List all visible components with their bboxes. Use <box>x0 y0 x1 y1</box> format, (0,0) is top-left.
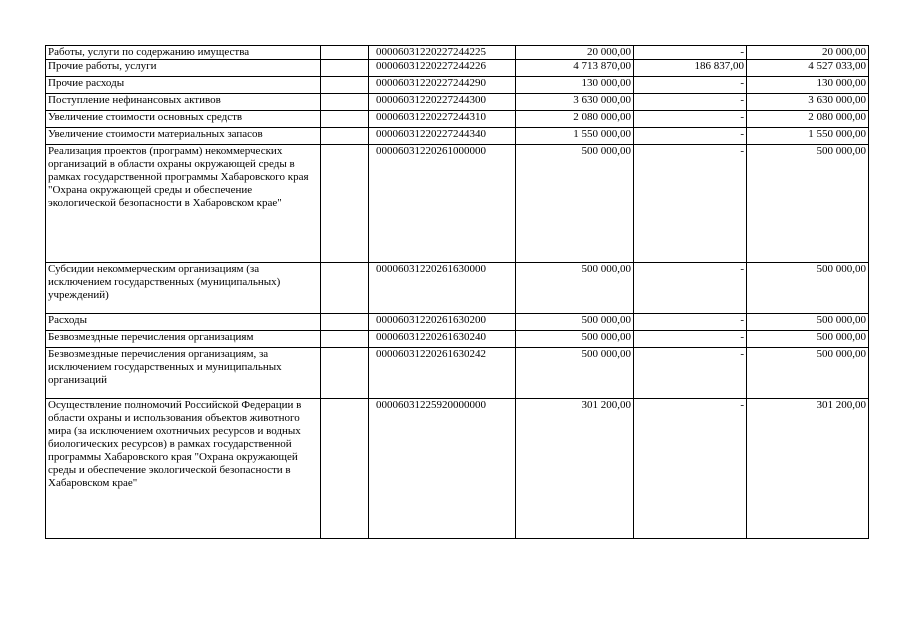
table-row <box>46 263 869 314</box>
table-row <box>46 46 869 60</box>
row-line-code <box>321 111 369 128</box>
row-approved: 130 000,00 <box>516 77 634 94</box>
row-executed: - <box>634 128 747 145</box>
table-row <box>46 348 869 399</box>
row-budget-code: 00006031220261630240 <box>369 331 516 348</box>
row-line-code <box>321 399 369 539</box>
row-approved: 301 200,00 <box>516 399 634 539</box>
table-row <box>46 399 869 539</box>
row-name: Субсидии некоммерческим организациям (за исключением государственных (муниципальных) учреждений) <box>46 263 321 314</box>
row-unexecuted: 500 000,00 <box>747 263 869 314</box>
row-line-code <box>321 77 369 94</box>
row-executed: - <box>634 94 747 111</box>
row-approved: 2 080 000,00 <box>516 111 634 128</box>
table-row <box>46 314 869 331</box>
row-approved: 500 000,00 <box>516 348 634 399</box>
row-approved: 500 000,00 <box>516 145 634 263</box>
budget-execution-table <box>45 45 869 539</box>
row-unexecuted: 500 000,00 <box>747 331 869 348</box>
row-approved: 500 000,00 <box>516 314 634 331</box>
table-row <box>46 94 869 111</box>
row-unexecuted: 20 000,00 <box>747 46 869 60</box>
table-row <box>46 77 869 94</box>
table-row <box>46 111 869 128</box>
row-budget-code: 00006031220227244340 <box>369 128 516 145</box>
table-row <box>46 128 869 145</box>
row-budget-code: 00006031220261000000 <box>369 145 516 263</box>
row-name: Безвозмездные перечисления организациям <box>46 331 321 348</box>
row-line-code <box>321 60 369 77</box>
row-budget-code: 00006031225920000000 <box>369 399 516 539</box>
row-name: Работы, услуги по содержанию имущества <box>46 46 321 60</box>
row-line-code <box>321 314 369 331</box>
row-name: Расходы <box>46 314 321 331</box>
row-executed: 186 837,00 <box>634 60 747 77</box>
row-line-code <box>321 46 369 60</box>
row-name: Реализация проектов (программ) некоммерческих организаций в области охраны окружающей среды в рамках государственной программы Хабаровского края "Охрана окружающей среды и обеспечение экологической безопасности в Хабаровском крае" <box>46 145 321 263</box>
row-executed: - <box>634 145 747 263</box>
row-unexecuted: 500 000,00 <box>747 314 869 331</box>
row-line-code <box>321 263 369 314</box>
row-budget-code: 00006031220227244300 <box>369 94 516 111</box>
row-budget-code: 00006031220261630242 <box>369 348 516 399</box>
row-executed: - <box>634 46 747 60</box>
row-executed: - <box>634 314 747 331</box>
row-name: Осуществление полномочий Российской Федерации в области охраны и использования объектов животного мира (за исключением охотничьих ресурсов и водных биологических ресурсов) в рамках государственной программы Хабаровского края "Охрана окружающей среды и обеспечение экологической безопасности в Хабаровском крае" <box>46 399 321 539</box>
row-budget-code: 00006031220261630000 <box>369 263 516 314</box>
row-budget-code: 00006031220227244226 <box>369 60 516 77</box>
row-unexecuted: 4 527 033,00 <box>747 60 869 77</box>
row-unexecuted: 130 000,00 <box>747 77 869 94</box>
row-unexecuted: 500 000,00 <box>747 145 869 263</box>
row-budget-code: 00006031220227244310 <box>369 111 516 128</box>
table-row <box>46 60 869 77</box>
row-executed: - <box>634 399 747 539</box>
row-name: Прочие расходы <box>46 77 321 94</box>
table-row <box>46 331 869 348</box>
row-executed: - <box>634 263 747 314</box>
row-unexecuted: 1 550 000,00 <box>747 128 869 145</box>
row-executed: - <box>634 348 747 399</box>
row-budget-code: 00006031220261630200 <box>369 314 516 331</box>
row-budget-code: 00006031220227244225 <box>369 46 516 60</box>
row-name: Увеличение стоимости материальных запасов <box>46 128 321 145</box>
table-row <box>46 145 869 263</box>
row-approved: 500 000,00 <box>516 331 634 348</box>
row-executed: - <box>634 331 747 348</box>
row-executed: - <box>634 77 747 94</box>
row-line-code <box>321 128 369 145</box>
row-unexecuted: 3 630 000,00 <box>747 94 869 111</box>
row-unexecuted: 500 000,00 <box>747 348 869 399</box>
row-budget-code: 00006031220227244290 <box>369 77 516 94</box>
row-name: Прочие работы, услуги <box>46 60 321 77</box>
row-line-code <box>321 348 369 399</box>
row-name: Безвозмездные перечисления организациям, за исключением государственных и муниципальных организаций <box>46 348 321 399</box>
row-name: Увеличение стоимости основных средств <box>46 111 321 128</box>
row-approved: 4 713 870,00 <box>516 60 634 77</box>
row-approved: 500 000,00 <box>516 263 634 314</box>
row-executed: - <box>634 111 747 128</box>
budget-table-page <box>45 45 869 539</box>
row-line-code <box>321 94 369 111</box>
row-approved: 20 000,00 <box>516 46 634 60</box>
row-approved: 3 630 000,00 <box>516 94 634 111</box>
row-unexecuted: 301 200,00 <box>747 399 869 539</box>
row-line-code <box>321 331 369 348</box>
row-unexecuted: 2 080 000,00 <box>747 111 869 128</box>
row-line-code <box>321 145 369 263</box>
row-approved: 1 550 000,00 <box>516 128 634 145</box>
row-name: Поступление нефинансовых активов <box>46 94 321 111</box>
